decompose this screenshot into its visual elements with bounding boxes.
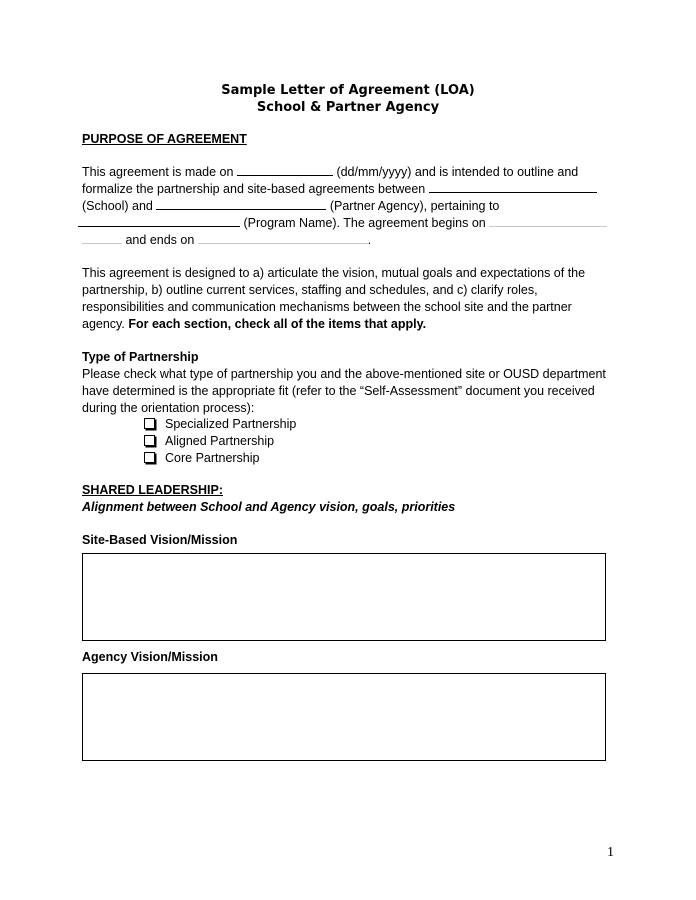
partner-agency-blank[interactable] [156,198,326,210]
purpose-p2-line-1: This agreement is designed to a) articulate the vision, mutual goals and expectations of the [82,266,586,280]
document-title: Sample Letter of Agreement (LOA) [221,83,475,98]
checkbox-icon[interactable] [144,435,155,446]
document-subtitle: School & Partner Agency [256,100,440,115]
purpose-line-5 [82,232,371,249]
purpose-text: (dd/mm/yyyy) and is intended to outline and [336,165,579,179]
checkbox-icon[interactable] [144,452,155,463]
purpose-line-4 [82,215,607,232]
option-label: Specialized Partnership [165,417,297,431]
option-core[interactable] [144,450,260,467]
partnership-line-1: Please check what type of partnership you and the above-mentioned site or OUSD department [82,367,606,381]
agency-vision-label: Agency Vision/Mission [82,650,218,664]
purpose-text: (Partner Agency), pertaining to [329,199,500,213]
program-name-blank[interactable] [78,215,240,227]
checkbox-icon[interactable] [144,418,155,429]
purpose-line-2 [82,181,597,198]
site-vision-label: Site-Based Vision/Mission [82,533,238,547]
option-label: Core Partnership [165,451,260,465]
partnership-heading: Type of Partnership [82,350,199,364]
school-name-blank[interactable] [429,181,597,193]
partnership-line-2: have determined is the appropriate fit (refer to the “Self-Assessment” document you received [82,384,595,398]
purpose-text: formalize the partnership and site-based agreements between [82,182,426,196]
option-label: Aligned Partnership [165,434,275,448]
shared-leadership-heading: SHARED LEADERSHIP: [82,483,223,497]
option-specialized[interactable] [144,416,296,433]
purpose-line-1 [82,164,578,181]
purpose-text: This agreement is made on [82,165,234,179]
begin-date-blank[interactable] [489,215,607,227]
site-vision-textbox[interactable] [82,553,606,641]
purpose-text: (Program Name). The agreement begins on [243,216,486,230]
partnership-line-3: during the orientation process): [82,401,255,415]
purpose-heading: PURPOSE OF AGREEMENT [82,132,247,146]
agency-vision-textbox[interactable] [82,673,606,761]
purpose-text: (School) and [82,199,153,213]
purpose-text: . [367,233,372,247]
purpose-p2-line-4 [82,316,426,333]
end-date-blank[interactable] [198,232,368,244]
purpose-text: and ends on [125,233,195,247]
option-aligned[interactable] [144,433,274,450]
begin-date-blank-cont[interactable] [82,232,122,244]
instruction-text: For each section, check all of the items that apply. [128,317,427,331]
shared-leadership-subheading: Alignment between School and Agency vision, goals, priorities [82,500,456,514]
purpose-line-3 [82,198,499,215]
page-number: 1 [607,845,614,860]
purpose-p2-line-2: partnership, b) outline current services, staffing and schedules, and c) clarify roles, [82,283,538,297]
purpose-p2-line-3: responsibilities and communication mechanisms between the school site and the partner [82,300,572,314]
date-blank[interactable] [237,164,333,176]
purpose-text: agency. [82,317,125,331]
